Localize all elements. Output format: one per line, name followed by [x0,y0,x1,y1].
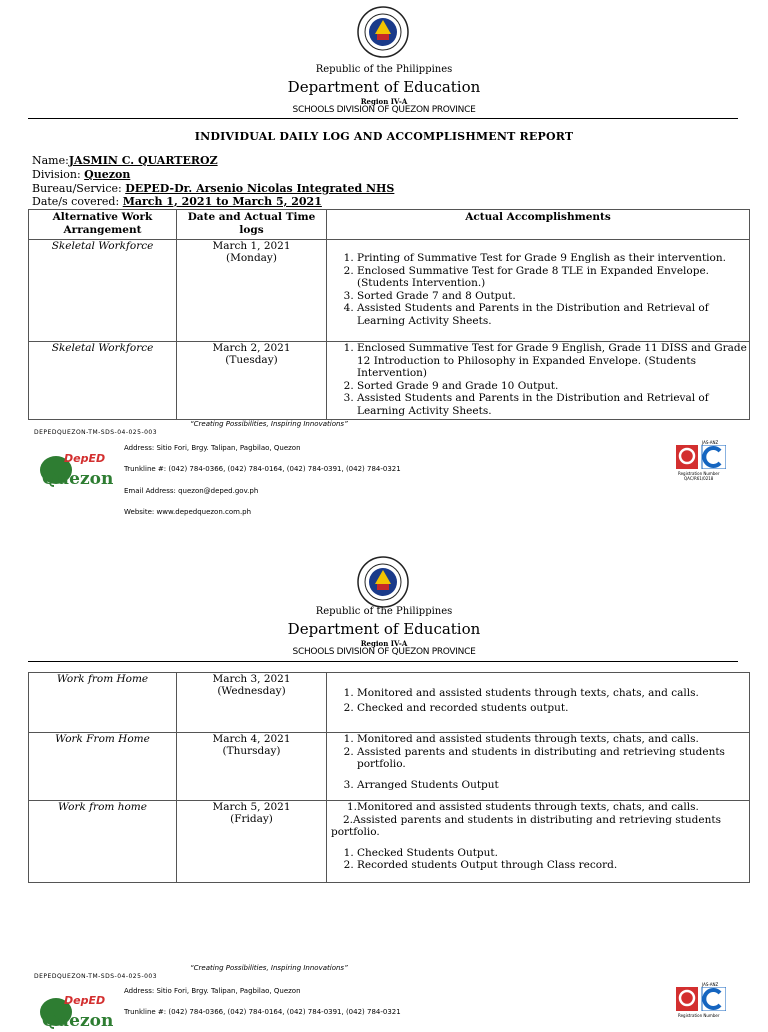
table-row [29,342,750,420]
region-line: Region IV-A [360,97,408,106]
header-divider [28,118,738,119]
accomplishment-table-page2 [28,672,750,883]
header-arrangement: Alternative Work Arrangement [29,210,177,240]
republic-line: Republic of the Philippines [315,64,453,75]
list-item: 2. Checked and recorded students output. [357,702,749,715]
cert-icon [676,987,726,1011]
list-item: 2. Assisted parents and students in distributing and retrieving students portfolio. [357,746,749,771]
dates-value: March 1, 2021 to March 5, 2021 [122,195,322,208]
arrangement-cell: Skeletal Workforce [29,342,177,420]
date-cell: March 1, 2021 (Monday) [177,240,327,342]
department-title: Department of Education [287,78,481,96]
report-title: INDIVIDUAL DAILY LOG AND ACCOMPLISHMENT REPORT [194,130,574,143]
accomplishments-cell [327,342,750,420]
deped-quezon-logo-icon [34,448,116,490]
email-line: Email Address: quezon@deped.gov.ph [124,487,259,495]
deped-quezon-logo-icon [34,990,116,1032]
date-cell: March 5, 2021 (Friday) [177,801,327,883]
division-office-line: SCHOOLS DIVISION OF QUEZON PROVINCE [292,647,476,657]
dates-line: Date/s covered: March 1, 2021 to March 5, 2021 [32,195,322,208]
date-cell: March 3, 2021 (Wednesday) [177,673,327,733]
date-cell: March 2, 2021 (Tuesday) [177,342,327,420]
list-item: 1. Monitored and assisted students through texts, chats, and calls. [357,733,749,746]
table-row [29,733,750,801]
iso-certification-badge: JAS-ANZ Registration Number [676,982,726,1024]
department-title: Department of Education [287,620,481,638]
svg-text:DepED: DepED [64,452,106,465]
accomplishments-cell [327,673,750,733]
list-item: 1. Printing of Summative Test for Grade 9 English as their intervention. [357,252,749,265]
accomplishment-table-page1 [28,209,750,420]
arrangement-cell: Skeletal Workforce [29,240,177,342]
svg-text:Quezon: Quezon [42,1011,114,1031]
list-item: 1. Checked Students Output. [357,847,749,860]
accomplishments-cell [327,240,750,342]
cert-icon [676,445,726,469]
address-line: Address: Sitio Fori, Brgy. Talipan, Pagbilao, Quezon [124,444,301,452]
bureau-value: DEPED-Dr. Arsenio Nicolas Integrated NHS [125,182,395,195]
accomplishments-cell [327,733,750,801]
header-divider [28,661,738,662]
list-item: 2.Assisted parents and students in distributing and retrieving students portfolio. [331,813,721,839]
list-item: 2. Sorted Grade 9 and Grade 10 Output. [357,380,749,393]
list-item: 3. Arranged Students Output [357,779,749,792]
list-item: 4. Assisted Students and Parents in the Distribution and Retrieval of Learning Activity Sheets. [357,302,749,327]
list-item: 2. Enclosed Summative Test for Grade 8 TLE in Expanded Envelope. (Students Intervention.) [357,265,749,290]
website-line: Website: www.depedquezon.com.ph [124,508,252,516]
header-accomplishments: Actual Accomplishments [327,210,750,240]
trunkline-line: Trunkline #: (042) 784-0366, (042) 784-0164, (042) 784-0391, (042) 784-0321 [124,465,401,473]
region-line: Region IV-A [360,639,408,648]
employee-name: JASMIN C. QUARTEROZ [68,154,218,167]
date-cell: March 4, 2021 (Thursday) [177,733,327,801]
list-item: 1. Monitored and assisted students through texts, chats, and calls. [357,687,749,700]
division-value: Quezon [84,168,131,181]
deped-seal-icon [357,6,409,58]
iso-certification-badge: JAS-ANZ Registration Number QAC/R61/0218 [676,440,726,482]
arrangement-cell: Work From Home [29,733,177,801]
motto: “Creating Possibilities, Inspiring Innovations” [190,420,348,428]
table-row [29,673,750,733]
arrangement-cell: Work from Home [29,673,177,733]
list-item: 2. Recorded students Output through Class record. [357,859,749,872]
motto: “Creating Possibilities, Inspiring Innovations” [190,964,348,972]
list-item: 3. Assisted Students and Parents in the Distribution and Retrieval of Learning Activity Sheets. [357,392,749,417]
document-code: DEPEDQUEZON-TM-SDS-04-025-003 [34,973,158,980]
arrangement-cell: Work from home [29,801,177,883]
deped-seal-icon [357,556,409,608]
accomplishments-cell [327,801,750,883]
table-header-row [29,210,750,240]
trunkline-line: Trunkline #: (042) 784-0366, (042) 784-0164, (042) 784-0391, (042) 784-0321 [124,1008,401,1016]
table-row [29,240,750,342]
division-line: Division: Quezon [32,168,131,181]
bureau-line: Bureau/Service: DEPED-Dr. Arsenio Nicolas Integrated NHS [32,182,395,195]
list-item: 1. Enclosed Summative Test for Grade 9 English, Grade 11 DISS and Grade 12 Introduction to Philosophy in Expanded Envelope. (Students Intervention) [357,342,749,380]
header-date: Date and Actual Time logs [177,210,327,240]
list-item: 3. Sorted Grade 7 and 8 Output. [357,290,749,303]
address-line: Address: Sitio Fori, Brgy. Talipan, Pagbilao, Quezon [124,987,301,995]
republic-line: Republic of the Philippines [315,606,453,617]
division-office-line: SCHOOLS DIVISION OF QUEZON PROVINCE [292,105,476,115]
list-item: 1.Monitored and assisted students through texts, chats, and calls. [347,801,699,813]
svg-text:Quezon: Quezon [42,469,114,489]
table-row [29,801,750,883]
document-code: DEPEDQUEZON-TM-SDS-04-025-003 [34,429,158,436]
name-line: Name:JASMIN C. QUARTEROZ [32,154,218,167]
svg-text:DepED: DepED [64,994,106,1007]
